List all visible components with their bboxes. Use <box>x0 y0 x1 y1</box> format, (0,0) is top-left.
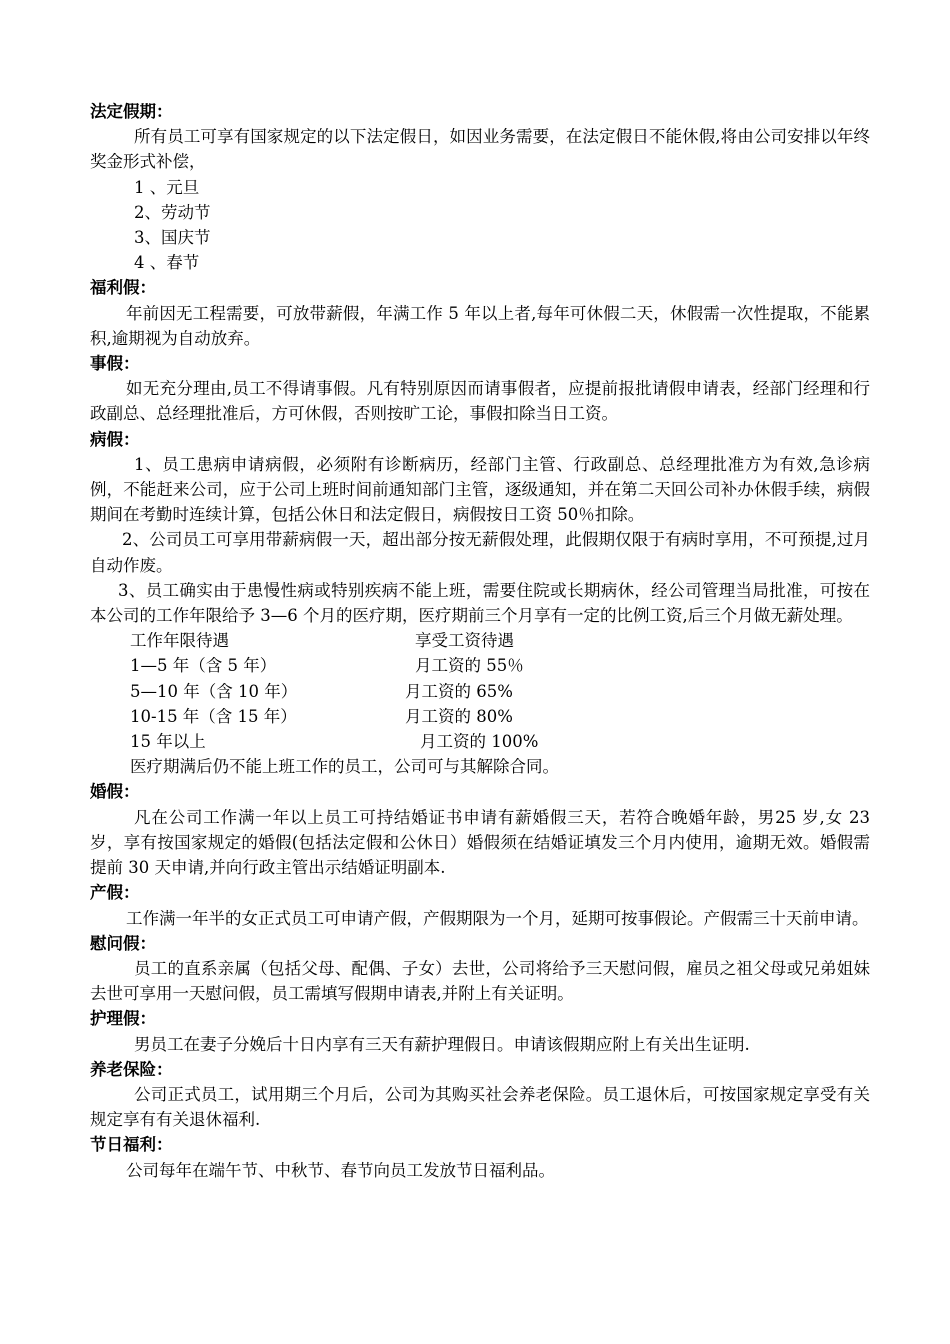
legal-holiday-item: 3、国庆节 <box>134 228 211 248</box>
sick-leave-heading: 病假： <box>90 429 140 449</box>
table-cell: 月工资的 80% <box>405 706 513 726</box>
table-cell: 月工资的 65% <box>405 681 513 701</box>
table-header-row <box>130 628 870 653</box>
sick-leave-paragraph-3: 3、员工确实由于患慢性病或特别疾病不能上班，需要住院或长期病休，经公司管理当局批准，可按在本公司的工作年限给予 3—6 个月的医疗期，医疗期前三个月享有一定的比例工资,后三个月做无薪处理。 <box>90 580 870 626</box>
table-cell: 15 年以上 <box>130 732 206 752</box>
table-row <box>130 704 870 729</box>
personal-leave-heading: 事假： <box>90 354 140 374</box>
maternity-leave-text: 工作满一年半的女正式员工可申请产假，产假期限为一个月，延期可按事假论。产假需三十天前申请。 <box>126 908 869 928</box>
pension-insurance-text: 公司正式员工，试用期三个月后，公司为其购买社会养老保险。员工退休后，可按国家规定享受有关规定享有有关退休福利. <box>90 1084 870 1130</box>
table-header-cell: 工作年限待遇 <box>130 631 229 651</box>
marriage-leave-heading: 婚假： <box>90 782 140 802</box>
legal-holiday-item: 4 、春节 <box>134 253 200 273</box>
table-row <box>130 729 870 754</box>
bereavement-leave-heading: 慰问假： <box>90 933 156 953</box>
table-header-cell: 享受工资待遇 <box>415 631 514 651</box>
table-cell: 5—10 年（含 10 年） <box>130 681 298 701</box>
table-cell: 月工资的 100% <box>420 732 539 752</box>
table-row <box>130 679 870 704</box>
sick-leave-paragraph-2: 2、公司员工可享用带薪病假一天，超出部分按无薪假处理，此假期仅限于有病时享用，不可预提,过月自动作废。 <box>90 530 870 575</box>
holiday-welfare-text: 公司每年在端午节、中秋节、春节向员工发放节日福利品。 <box>126 1160 555 1180</box>
sick-leave-note: 医疗期满后仍不能上班工作的员工，公司可与其解除合同。 <box>130 757 559 777</box>
sick-pay-table <box>90 628 870 779</box>
legal-holiday-item: 2、劳动节 <box>134 202 211 222</box>
holiday-welfare-heading: 节日福利： <box>90 1135 173 1155</box>
welfare-leave-text: 年前因无工程需要，可放带薪假，年满工作 5 年以上者,每年可休假二天，休假需一次性提取，不能累积,逾期视为自动放弃。 <box>90 303 870 348</box>
sick-leave-paragraph-1: 1、员工患病申请病假，必须附有诊断病历，经部门主管、行政副总、总经理批准方为有效,急诊病例，不能赶来公司，应于公司上班时间前通知部门主管，逐级通知，并在第二天回公司补办休假手续，病假期间在考勤时连续计算，包括公休日和法定假日，病假按日工资 50％扣除。 <box>90 454 870 525</box>
paternity-leave-text: 男员工在妻子分娩后十日内享有三天有薪护理假日。申请该假期应附上有关出生证明. <box>134 1034 750 1054</box>
pension-insurance-heading: 养老保险： <box>90 1059 173 1079</box>
bereavement-leave-text: 员工的直系亲属（包括父母、配偶、子女）去世，公司将给予三天慰问假，雇员之祖父母或兄弟姐妹去世可享用一天慰问假，员工需填写假期申请表,并附上有关证明。 <box>90 958 870 1004</box>
legal-holiday-item: 1 、元旦 <box>134 177 200 197</box>
maternity-leave-heading: 产假： <box>90 883 140 903</box>
legal-holidays-intro: 所有员工可享有国家规定的以下法定假日，如因业务需要，在法定假日不能休假,将由公司安排以年终奖金形式补偿， <box>90 127 870 172</box>
table-cell: 月工资的 55％ <box>415 656 524 676</box>
table-row <box>130 653 870 678</box>
document-page <box>90 99 870 1183</box>
table-cell: 10-15 年（含 15 年） <box>130 706 297 726</box>
legal-holidays-heading: 法定假期： <box>90 102 173 121</box>
welfare-leave-heading: 福利假： <box>90 278 156 298</box>
table-cell: 1—5 年（含 5 年） <box>130 656 277 676</box>
marriage-leave-text: 凡在公司工作满一年以上员工可持结婚证书申请有薪婚假三天，若符合晚婚年龄，男25 岁,女 23 岁，享有按国家规定的婚假(包括法定假和公休日）婚假须在结婚证填发三个月内使用，逾期无效。婚假需提前 30 天申请,并向行政主管出示结婚证明副本. <box>90 807 870 878</box>
personal-leave-text: 如无充分理由,员工不得请事假。凡有特别原因而请事假者，应提前报批请假申请表，经部门经理和行政副总、总经理批准后，方可休假，否则按旷工论，事假扣除当日工资。 <box>90 379 870 424</box>
paternity-leave-heading: 护理假： <box>90 1009 156 1029</box>
